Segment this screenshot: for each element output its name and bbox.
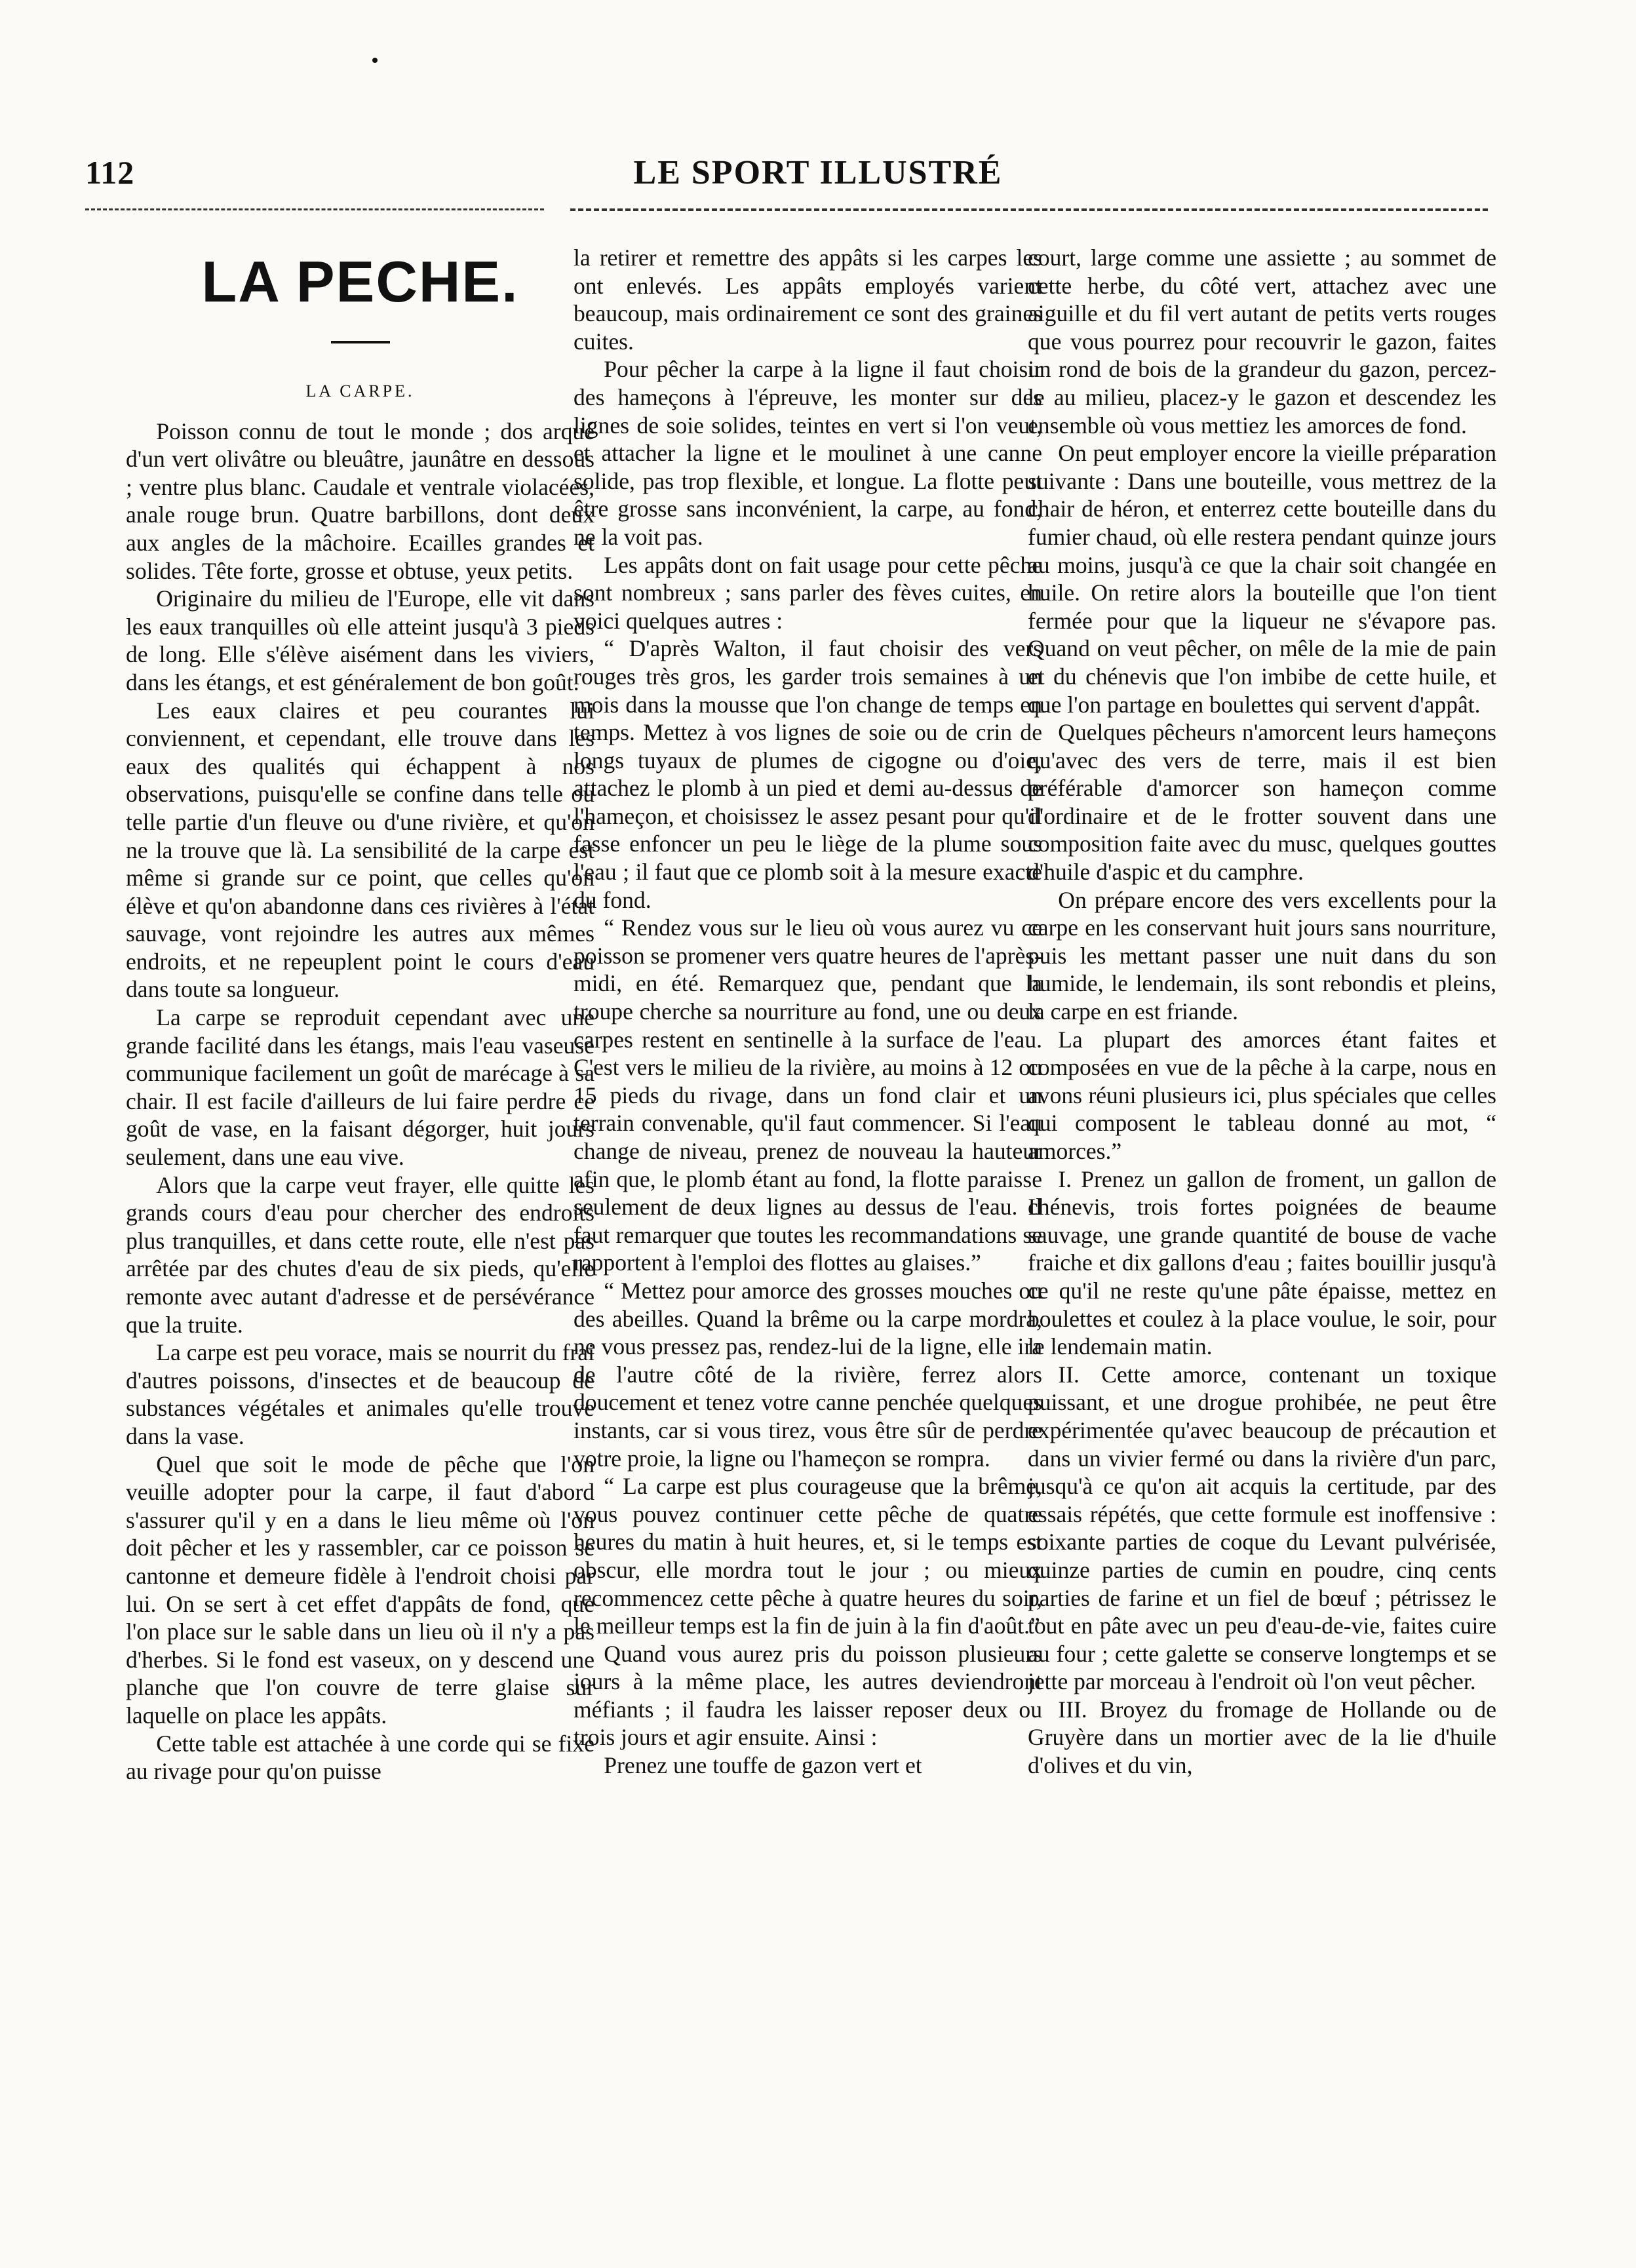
header-rule-left [85,208,544,210]
paragraph: Quand vous aurez pris du poisson plusieurs jours à la même place, les autres deviendront méfiants ; il faudra les laisser reposer deux ou trois jours et agir ensuite. Ainsi : [574,1640,1042,1751]
paragraph: Cette table est attachée à une corde qui se fixe au rivage pour qu'on puisse [126,1730,594,1785]
text-column-1 [126,244,594,2210]
running-title: LE SPORT ILLUSTRÉ [633,154,1003,191]
paragraph: “ La carpe est plus courageuse que la brême, vous pouvez continuer cette pêche de quatre heures du matin à huit heures, et, si le temps est obscur, elle mordra tout le jour ; ou mieux recommencez cette pêche à quatre heures du soir, le meilleur temps est la fin de juin à la fin d'août.” [574,1473,1042,1639]
paragraph: Quel que soit le mode de pêche que l'on veuille adopter pour la carpe, il faut d'abord s'assurer qu'il y en a dans le lieu même où l'on doit pêcher et les y rassembler, car ce poisson se cantonne et demeure fidèle à l'endroit choisi par lui. On se sert à cet effet d'appâts de fond, que l'on place sur le sable dans un lieu où il n'y a pas d'herbes. Si le fond est vaseux, on y descend une planche que l'on couvre de terre glaise sur laquelle on place les appâts. [126,1451,594,1729]
paragraph: Pour pêcher la carpe à la ligne il faut choisir des hameçons à l'épreuve, les monter sur des lignes de soie solides, teintes en vert si l'on veut, et attacher la ligne et le moulinet à une canne solide, pas trop flexible, et longue. La flotte peut être grosse sans inconvénient, la carpe, au fond, ne la voit pas. [574,356,1042,550]
paragraph: III. Broyez du fromage de Hollande ou de Gruyère dans un mortier avec de la lie d'huile d'olives et du vin, [1028,1696,1496,1779]
column-2-paragraphs [574,244,1042,1780]
ink-speck [372,58,378,63]
paragraph: la retirer et remettre des appâts si les carpes les ont enlevés. Les appâts employés varient beaucoup, mais ordinairement ce sont des graines cuites. [574,244,1042,355]
page-number: 112 [85,154,135,191]
paragraph: court, large comme une assiette ; au sommet de cette herbe, du côté vert, attachez avec une aiguille et du fil vert autant de petits verts rouges que vous pourrez pour recouvrir le gazon, faites un rond de bois de la grandeur du gazon, percez-le au milieu, placez-y le gazon et descendez les ensemble où vous mettiez les amorces de fond. [1028,244,1496,439]
column-3-paragraphs [1028,244,1496,1780]
text-column-2 [574,244,1042,2210]
paragraph: Les appâts dont on fait usage pour cette pêche sont nombreux ; sans parler des fèves cuites, en voici quelques autres : [574,551,1042,634]
paragraph: “ D'après Walton, il faut choisir des vers rouges très gros, les garder trois semaines à un mois dans la mousse que l'on change de temps en temps. Mettez à vos lignes de soie ou de crin de longs tuyaux de plumes de cigogne ou d'oie, attachez le plomb à un pied et demi au-dessus de l'hameçon, et choisissez le assez pesant pour qu'il fasse enfoncer un peu le liège de la plume sous l'eau ; il faut que ce plomb soit à la mesure exacte du fond. [574,635,1042,913]
paragraph: Les eaux claires et peu courantes lui conviennent, et cependant, elle trouve dans les eaux des qualités qui échappent à nos observations, puisqu'elle se confine dans telle ou telle partie d'un fleuve ou d'une rivière, et qu'on ne la trouve que là. La sensibilité de la carpe est même si grande sur ce point, que celles qu'on élève et qu'on abandonne dans ces rivières à l'état sauvage, vont rejoindre les autres aux mêmes endroits, et ne repeuplent point le cours d'eau dans toute sa longueur. [126,697,594,1003]
paragraph: On prépare encore des vers excellents pour la carpe en les conservant huit jours sans nourriture, puis les mettant passer une nuit dans du son humide, le lendemain, ils sont rebondis et pleins, la carpe en est friande. [1028,886,1496,1025]
paragraph: La plupart des amorces étant faites et composées en vue de la pêche à la carpe, nous en avons réuni plusieurs ici, plus spéciales que celles qui composent le tableau donné au mot, “ amorces.” [1028,1026,1496,1164]
paragraph: Prenez une touffe de gazon vert et [604,1752,922,1779]
paragraph: I. Prenez un gallon de froment, un gallon de chénevis, trois fortes poignées de beaume sauvage, une grande quantité de bouse de vache fraiche et dix gallons d'eau ; faites bouillir jusqu'à ce qu'il ne reste qu'une pâte épaisse, mettez en boulettes et coulez à la place voulue, le soir, pour le lendemain matin. [1028,1165,1496,1360]
paragraph: Poisson connu de tout le monde ; dos arqué d'un vert olivâtre ou bleuâtre, jaunâtre en dessous ; ventre plus blanc. Caudale et ventrale violacées, anale rouge brun. Quatre barbillons, dont deux aux angles de la mâchoire. Ecailles grandes et solides. Tête forte, grosse et obtuse, yeux petits. [126,418,594,584]
paragraph: Alors que la carpe veut frayer, elle quitte les grands cours d'eau pour chercher des endroits plus tranquilles, et dans cette route, elle n'est pas arrêtée par des chutes d'eau de six pieds, qu'elle remonte avec autant d'adresse et de persévérance que la truite. [126,1171,594,1338]
title-rule [331,341,390,343]
header-rule-right [570,208,1488,211]
paragraph: Originaire du milieu de l'Europe, elle vit dans les eaux tranquilles où elle atteint jusqu'à 3 pieds de long. Elle s'élève aisément dans les viviers, dans les étangs, et est généralement de bon goût. [126,585,594,695]
paragraph: II. Cette amorce, contenant un toxique puissant, et une drogue prohibée, ne peut être expérimentée qu'avec beaucoup de précaution et dans un vivier fermé ou dans la rivière d'un parc, jusqu'à ce qu'on ait acquis la certitude, par des essais répétés, que cette formule est inoffensive : soixante parties de coque du Levant pulvérisée, quinze parties de cumin en poudre, cinq cents parties de farine et un fiel de bœuf ; pétrissez le tout en pâte avec un peu d'eau-de-vie, faites cuire au four ; cette galette se conserve longtemps et se jette par morceau à l'endroit où l'on veut pêcher. [1028,1361,1496,1695]
paragraph: On peut employer encore la vieille préparation suivante : Dans une bouteille, vous mettrez de la chair de héron, et enterrez cette bouteille dans du fumier chaud, où elle restera pendant quinze jours au moins, jusqu'à ce que la chair soit changée en huile. On retire alors la bouteille que l'on tient fermée pour que la liqueur ne s'évapore pas. Quand on veut pêcher, on mêle de la mie de pain et du chénevis que l'on imbibe de cette huile, et que l'on partage en boulettes qui servent d'appât. [1028,440,1496,718]
paragraph: Quelques pêcheurs n'amorcent leurs hameçons qu'avec des vers de terre, mais il est bien préférable d'amorcer son hameçon comme d'ordinaire et de le frotter souvent dans une composition faite avec du musc, quelques gouttes d'huile d'aspic et du camphre. [1028,719,1496,886]
text-column-3 [1028,244,1496,2210]
article-title: LA PECHE. [201,249,519,314]
paragraph: “ Rendez vous sur le lieu où vous aurez vu ce poisson se promener vers quatre heures de l'après-midi, en été. Remarquez que, pendant que la troupe cherche sa nourriture au fond, une ou deux carpes restent en sentinelle à la surface de l'eau. C'est vers le milieu de la rivière, au moins à 12 ou 15 pieds du rivage, dans un fond clair et un terrain convenable, qu'il faut commencer. Si l'eau change de niveau, prenez de nouveau la hauteur afin que, le plomb étant au fond, la flotte paraisse seulement de deux lignes au dessus de l'eau. Il faut remarquer que toutes les recommandations se rapportent à l'emploi des flottes au glaises.” [574,914,1042,1276]
article-subtitle: LA CARPE. [305,381,415,401]
paragraph: “ Mettez pour amorce des grosses mouches ou des abeilles. Quand la brême ou la carpe mordra, ne vous pressez pas, rendez-lui de la ligne, elle ira de l'autre côté de la rivière, ferrez alors doucement et tenez votre canne penchée quelques instants, car si vous tirez, vous être sûr de perdre votre proie, la ligne ou l'hameçon se rompra. [574,1277,1042,1472]
paragraph: La carpe est peu vorace, mais se nourrit du frai d'autres poissons, d'insectes et de beaucoup de substances végétales et animales qu'elle trouve dans la vase. [126,1339,594,1449]
paragraph: La carpe se reproduit cependant avec une grande facilité dans les étangs, mais l'eau vaseuse communique facilement un goût de marécage à sa chair. Il est facile d'ailleurs de lui faire perdre ce goût de vase, en la faisant dégorger, huit jours seulement, dans une eau vive. [126,1004,594,1171]
column-1-paragraphs [126,418,594,1786]
